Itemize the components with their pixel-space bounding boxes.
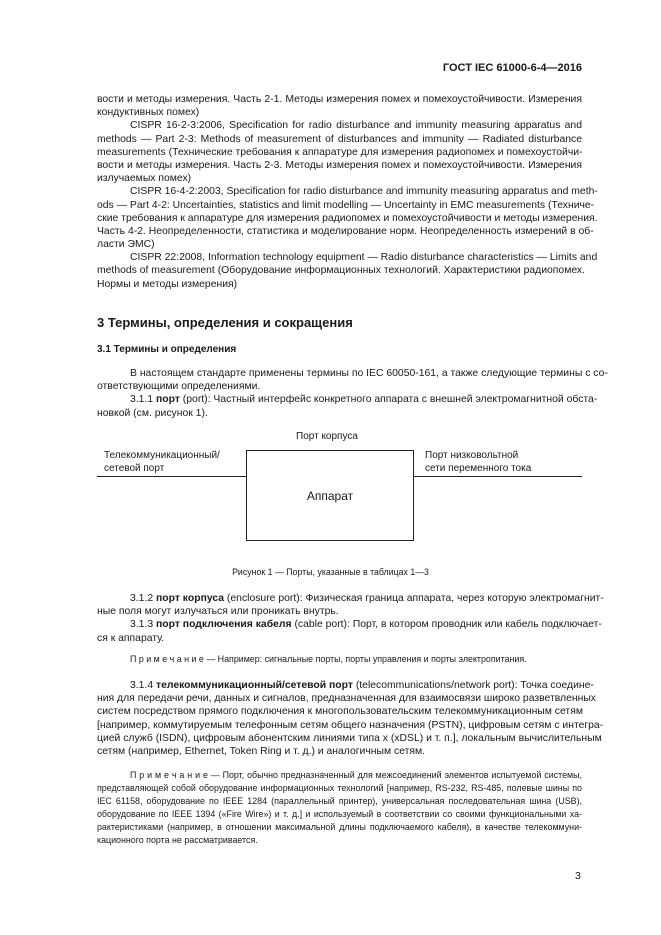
paragraph — [97, 393, 598, 419]
text-line: излучаемых помех) — [97, 173, 192, 185]
text-line: ния для передачи речи, данных и сигналов, предназначенная для взаимосвязи широко разветвленных — [97, 693, 596, 705]
paragraph — [97, 679, 604, 758]
right-port-line — [413, 476, 582, 477]
paragraph — [97, 185, 598, 251]
text-line: CISPR 16-4-2:2003, Specification for radio disturbance and immunity measuring apparatus and meth- — [130, 186, 598, 198]
text-line: рактеристиками (например, в отношении максимальной длины подключаемого кабеля), в качестве телекоммуни- — [97, 822, 582, 832]
text-line: П р и м е ч а н и е — Порт, обычно предназначенный для межсоединений элементов испытуемой системы, — [130, 770, 582, 780]
paragraph — [97, 367, 608, 393]
apparatus-box — [246, 450, 414, 541]
text-line: Нормы и методы измерения) — [97, 278, 238, 290]
paragraph — [97, 653, 582, 666]
definitions — [97, 592, 604, 645]
text-line: [например, коммутируемым телефонным сетям общего назначения (PSTN), цифровым сетям с интегра- — [97, 719, 604, 731]
label-line: Порт низковольтной — [425, 450, 519, 461]
text-line: В настоящем стандарте применены термины по IEC 60050-161, а также следующие термины с со- — [130, 368, 608, 379]
text-line: IEC 61158, оборудование по IEEE 1284 (параллельный принтер), универсальная последовательная шина (USB), — [97, 796, 582, 806]
label-line: Телекоммуникационный/ — [104, 450, 220, 461]
text-line: CISPR 16-2-3:2006, Specification for radio disturbance and immunity measuring apparatus and — [130, 120, 582, 132]
text-line: Часть 4-2. Неопределенности, статистика и моделирование норм. Неопределенность измерений в об- — [97, 225, 594, 237]
note-2 — [97, 769, 582, 847]
text-line: methods of measurement (Оборудование информационных технологий. Характеристики радиопомех. — [97, 265, 585, 277]
text-line: сетям (например, Ethernet, Token Ring и т. д.) и аналогичным сетям. — [97, 745, 426, 757]
text-line: цией служб (ISDN), цифровым абонентским линиями типа x (xDSL) и т. п.], локальным вычислительным — [97, 732, 602, 744]
figure-caption: Рисунок 1 — Порты, указанные в таблицах 1—3 — [232, 567, 429, 577]
figure-right-label — [425, 449, 531, 475]
text-line: 3.1.3 порт подключения кабеля (cable port): Порт, в котором проводник или кабель подключает- — [130, 619, 602, 631]
text-line: 3.1.4 телекоммуникационный/сетевой порт (telecommunications/network port): Точка соедине- — [130, 680, 594, 691]
label-line: сетевой порт — [104, 463, 165, 474]
paragraph — [97, 251, 598, 291]
note-1 — [97, 653, 582, 666]
paragraph — [97, 119, 582, 185]
text-line: ласти ЭМС) — [97, 239, 155, 251]
document-header: ГОСТ IEC 61000-6-4—2016 — [442, 62, 582, 74]
text-line: ся к аппарату. — [97, 632, 165, 644]
text-line: methods — Part 2-3: Methods of measurement of disturbances and immunity — Radiated disturbance — [97, 133, 582, 145]
definition-3-1-4 — [97, 679, 604, 758]
text-line: 3.1.1 порт (port): Частный интерфейс конкретного аппарата с внешней электромагнитной обста- — [130, 394, 598, 406]
apparatus-label: Аппарат — [306, 489, 354, 503]
left-port-line — [97, 476, 246, 477]
paragraph — [97, 618, 602, 644]
paragraph — [97, 93, 582, 119]
text-line: вости и методы измерения. Часть 2-3. Методы измерения помех и помехоустойчивости. Измерения — [97, 159, 582, 171]
text-line: ные поля могут излучаться или проникать внутрь. — [97, 606, 339, 618]
normative-references — [97, 93, 598, 291]
section-heading: 3 Термины, определения и сокращения — [97, 315, 353, 330]
page-number: 3 — [575, 870, 581, 882]
text-line: представляющей собой оборудование информационных технологий [например, RS-232, RS-485, полевые шины по — [97, 783, 582, 793]
text-line: новкой (см. рисунок 1). — [97, 407, 208, 419]
terms-intro — [97, 367, 608, 420]
text-line: вости и методы измерения. Часть 2-1. Методы измерения помех и помехоустойчивости. Измерения — [97, 94, 582, 105]
text-line: П р и м е ч а н и е — Например: сигнальные порты, порты управления и порты электропитания. — [130, 654, 527, 664]
text-line: measurements (Технические требования к аппаратуре для измерения радиопомех и помехоустойчи- — [97, 146, 583, 158]
text-line: кационного порта не рассматривается. — [97, 835, 258, 845]
paragraph — [97, 769, 582, 847]
text-line: 3.1.2 порт корпуса (enclosure port): Физическая граница аппарата, через которую электромагнит- — [130, 593, 604, 604]
text-line: систем посредством прямого подключения к многопользовательским телекоммуникационным сетям — [97, 706, 583, 718]
text-line: ods — Part 4-2: Uncertainties, statistics and limit modelling — Uncertainty in EMC measurements (Техниче- — [97, 199, 595, 211]
text-line: кондуктивных помех) — [97, 107, 200, 119]
paragraph — [97, 592, 604, 618]
text-line: ответствующими определениями. — [97, 381, 261, 393]
subsection-heading: 3.1 Термины и определения — [97, 344, 237, 355]
text-line: оборудование по IEEE 1394 («Fire Wire») и т. д.] и используемый в соответствии со своими функциональными ха- — [97, 809, 582, 819]
figure-left-label — [104, 449, 220, 475]
figure-top-label: Порт корпуса — [296, 431, 358, 442]
text-line: CISPR 22:2008, Information technology equipment — Radio disturbance characteristics — Limits and — [130, 252, 598, 264]
label-line: сети переменного тока — [425, 463, 532, 474]
text-line: ские требования к аппаратуре для измерения радиопомех и помехоустойчивости и методы измерения. — [97, 212, 598, 224]
